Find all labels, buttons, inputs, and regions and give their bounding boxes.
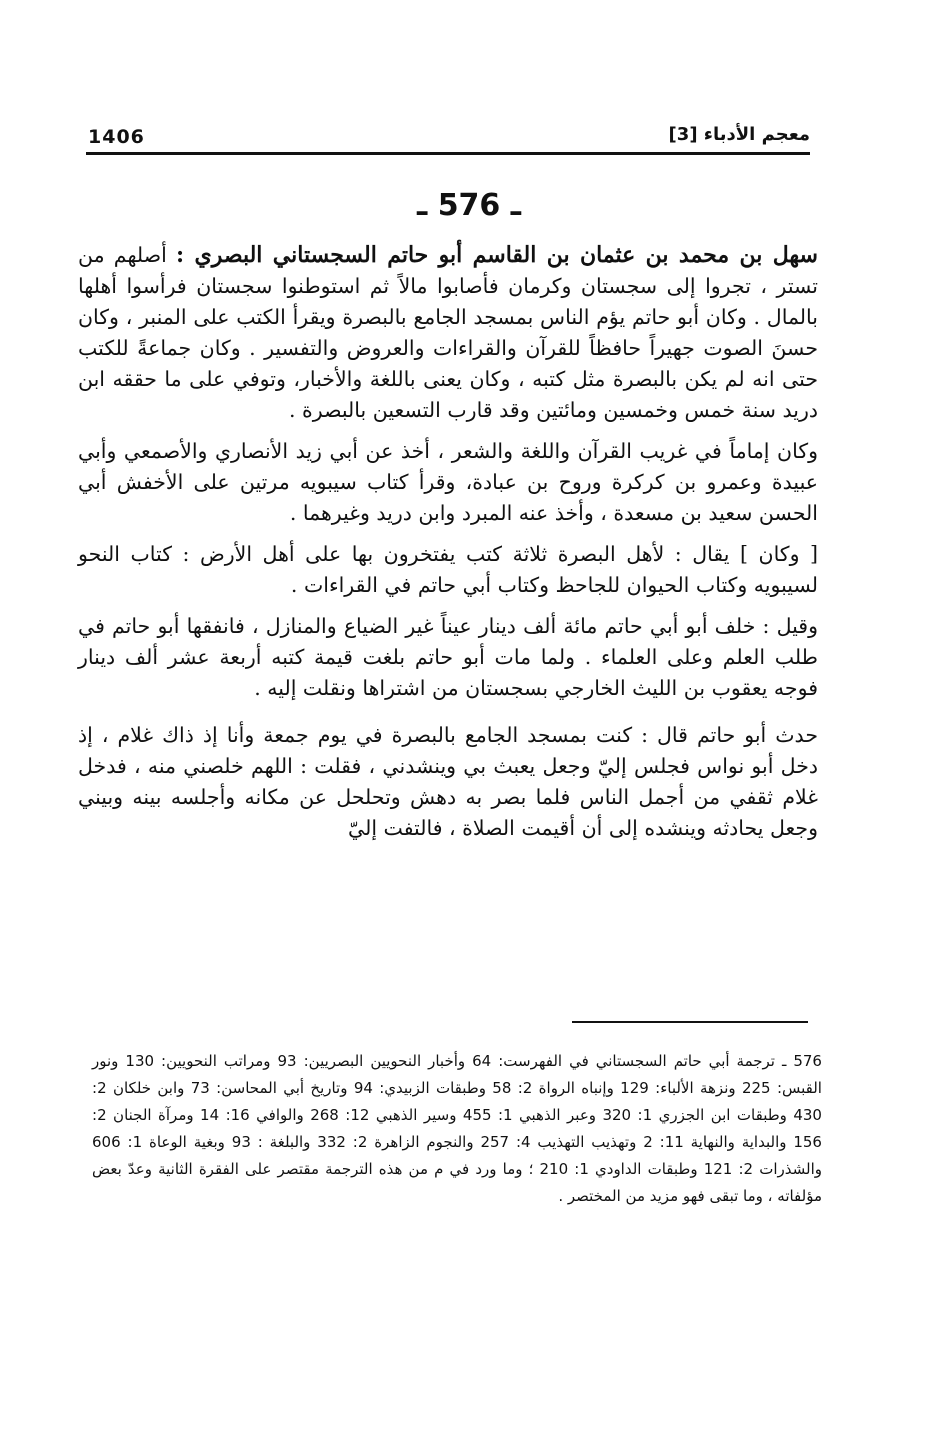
entry-lead: سهل بن محمد بن عثمان بن القاسم أبو حاتم السجستاني البصري : — [176, 242, 818, 268]
entry-body — [78, 240, 818, 844]
paragraph-1-text: أصلهم من تستر ، تجروا إلى سجستان وكرمان فأصابوا مالاً ثم استوطنوا سجستان فرأسوا أهلها بالمال . وكان أبو حاتم يؤم الناس بمسجد الجامع بالبصرة ويقرأ الكتب على المنبر ، وكان حسنَ الصوت جهيراً حافظاً للقرآن والقراءات والعروض والتفسير . وكان جماعةً للكتب حتى انه لم يكن بالبصرة مثل كتبه ، وكان يعنى باللغة والأخبار، وتوفي على ما حققه ابن دريد سنة خمس وخمسين ومائتين وقد قارب التسعين بالبصرة . — [78, 243, 818, 422]
footnotes — [92, 1048, 822, 1210]
page-number: 1406 — [88, 126, 145, 148]
paragraph-2: وكان إماماً في غريب القرآن واللغة والشعر ، أخذ عن أبي زيد الأنصاري والأصمعي وأبي عبيدة وعمرو بن كركرة وروح بن عبادة، وقرأ كتاب سيبويه مرتين على الأخفش أبي الحسن سعيد بن مسعدة ، وأخذ عنه المبرد وابن دريد وغيرهما . — [78, 439, 818, 525]
paragraph-4: وقيل : خلف أبو أبي حاتم مائة ألف دينار عيناً غير الضياع والمنازل ، فانفقها أبو حاتم في طلب العلم وعلى العلماء . ولما مات أبو حاتم بلغت قيمة كتبه أربعة عشر ألف دينار فوجه يعقوب بن الليث الخارجي بسجستان من اشتراها ونقلت إليه . — [78, 614, 818, 700]
running-title: معجم الأدباء [3] — [668, 124, 810, 145]
footnote-rule — [572, 1021, 808, 1023]
entry-number: ـ 576 ـ — [416, 188, 522, 223]
footnote-576: 576 ـ ترجمة أبي حاتم السجستاني في الفهرست: 64 وأخبار النحويين البصريين: 93 ومراتب النحويين: 130 ونور القبس: 225 ونزهة الألباء: 129 وإنباه الرواة 2: 58 وطبقات الزبيدي: 94 وتاريخ أبي المحاسن: 73 وابن خلكان 2: 430 وطبقات ابن الجزري 1: 320 وعبر الذهبي 1: 455 وسير الذهبي 12: 268 والوافي 16: 14 ومرآة الجنان 2: 156 والبداية والنهاية 11: 2 وتهذيب التهذيب 4: 257 والنجوم الزاهرة 2: 332 والبلغة : 93 وبغية الوعاة 1: 606 والشذرات 2: 121 وطبقات الداودي 1: 210 ؛ وما ورد في م من هذه الترجمة مقتصر على الفقرة الثانية وعدّ بعض مؤلفاته ، وما تبقى فهو مزيد من المختصر . — [92, 1052, 822, 1205]
paragraph-1 — [78, 240, 818, 426]
paragraph-3: [ وكان ] يقال : لأهل البصرة ثلاثة كتب يفتخرون بها على أهل الأرض : كتاب النحو لسيبويه وكتاب الحيوان للجاحظ وكتاب أبي حاتم في القراءات . — [78, 542, 818, 597]
paragraph-5: حدث أبو حاتم قال : كنت بمسجد الجامع بالبصرة في يوم جمعة وأنا إذ ذاك غلام ، إذ دخل أبو نواس فجلس إليّ وجعل يعبث بي وينشدني ، فقلت : اللهم خلصني منه ، فدخل غلام ثقفي من أجمل الناس فلما بصر به دهش وتحلحل عن مكانه وأجلسه بينه وبيني وجعل يحادثه وينشده إلى أن أقيمت الصلاة ، فالتفت إليّ — [78, 723, 818, 840]
header-rule — [86, 152, 810, 155]
